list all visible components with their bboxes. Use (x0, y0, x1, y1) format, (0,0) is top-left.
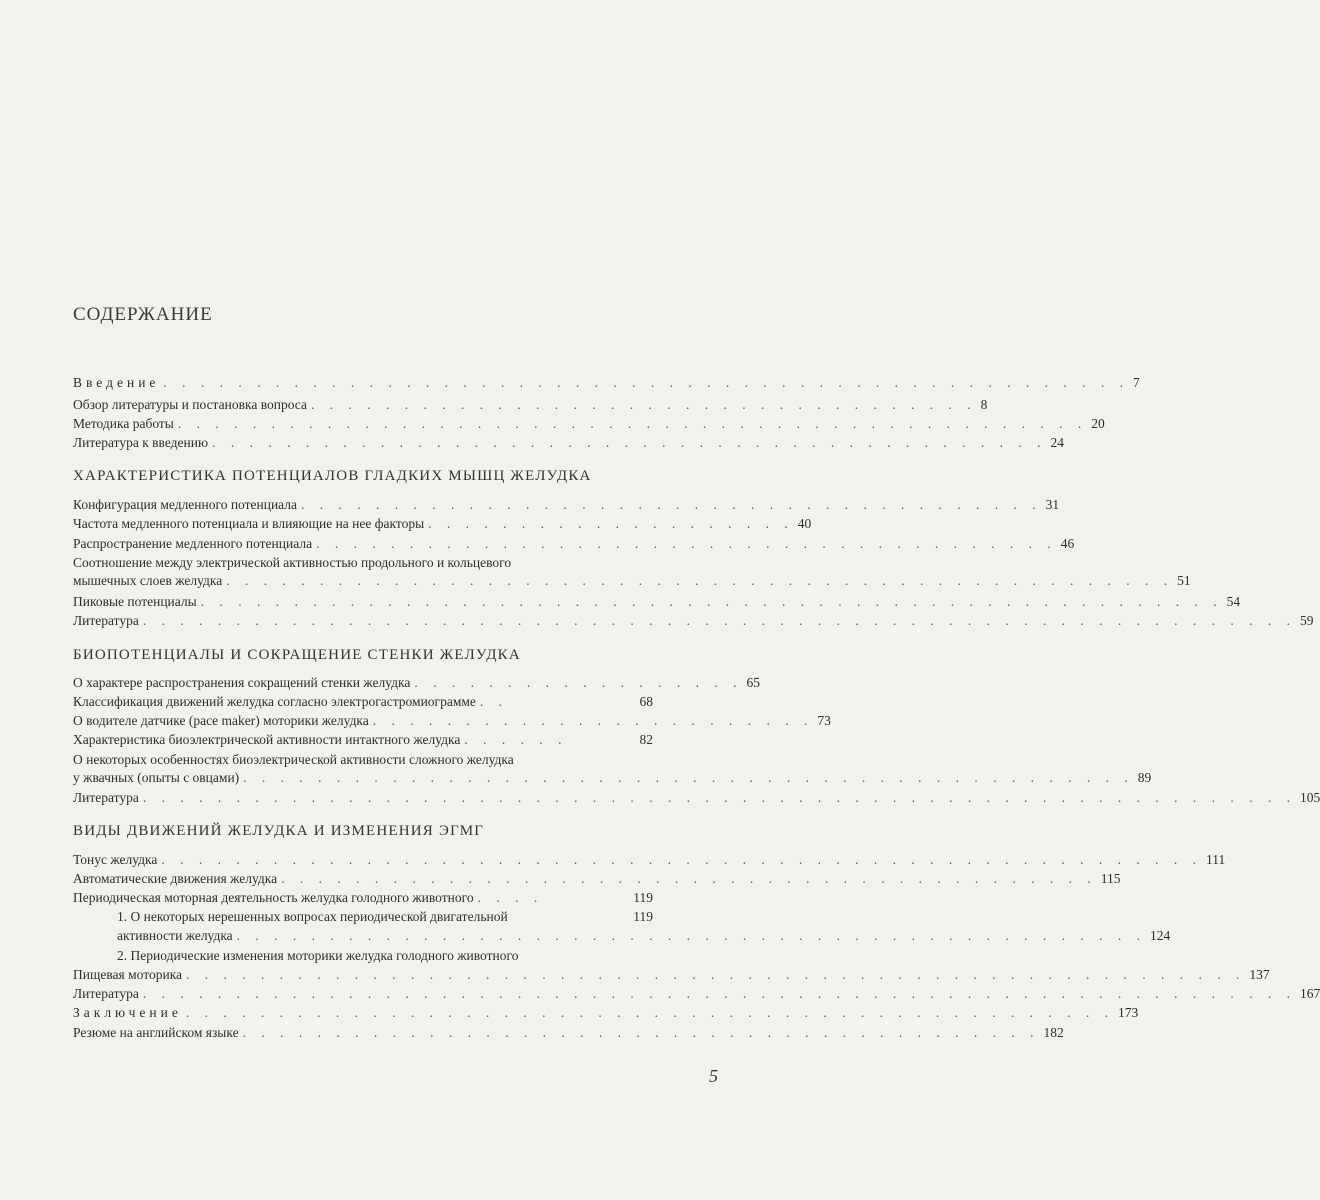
section-heading: ВИДЫ ДВИЖЕНИЙ ЖЕЛУДКА И ИЗМЕНЕНИЯ ЭГМГ (73, 823, 485, 839)
entry-text: Литература (73, 790, 139, 805)
toc-entry (73, 593, 1241, 611)
entry-text: Литература (73, 986, 139, 1001)
leader-dots: . . . . . . . . . . . . . . . . . . . . . . . . . . . . . . . . . . . . . . . . . . . . . . . . . . . . . . . . (161, 852, 1202, 867)
leader-dots: . . . . . . . . . . . . . . . . . . . . . . . . . . . . . . . . . . . . . . . . . . . . . . . . . . . . . . . . . (186, 967, 1246, 982)
toc-entry (73, 674, 761, 692)
toc-entry (73, 535, 1075, 553)
toc-entry (73, 870, 1121, 888)
entry-text: Частота медленного потенциала и влияющие на нее факторы (73, 516, 425, 531)
entry-page: 119 (633, 890, 653, 905)
entry-text: Автоматические движения желудка (73, 871, 278, 886)
entry-page: 167 (1300, 986, 1320, 1001)
leader-dots: . . (479, 694, 509, 709)
section-heading: БИОПОТЕНЦИАЛЫ И СОКРАЩЕНИЕ СТЕНКИ ЖЕЛУДКА (73, 647, 521, 663)
toc-entry (73, 851, 1226, 869)
entry-text: Распространение медленного потенциала (73, 536, 313, 551)
leader-dots: . . . . . . . . . . . . . . . . . . . . . . . . . . . . . . . . . . . . . . . . . . . . . . . . . . . (226, 573, 1174, 588)
entry-text: О некоторых особенностях биоэлектрической активности сложного желудка (73, 752, 514, 767)
toc-entry-multiline (73, 751, 1152, 787)
leader-dots: . . . . . . . . . . . . . . . . . . . . . . . . . . . . . . . . . . . . . . . . . . . . . . . . . . (185, 1005, 1114, 1020)
toc-entry (73, 515, 812, 533)
toc-entry (73, 985, 1320, 1003)
page-title: СОДЕРЖАНИЕ (73, 304, 213, 325)
toc-entry-multiline (73, 554, 1191, 590)
entry-page: 89 (1137, 770, 1152, 785)
toc-entry (73, 496, 1060, 514)
leader-dots: . . . . . . . . . . . . . . . . . . . . . . . . . . . . . . . . . . . . . . . . (301, 497, 1042, 512)
entry-page: 73 (817, 713, 831, 728)
entry-text: Характеристика биоэлектрической активности интактного желудка (73, 732, 461, 747)
entry-page: 137 (1249, 967, 1270, 982)
entry-page: 51 (1177, 573, 1191, 588)
entry-page: 7 (1133, 375, 1140, 390)
leader-dots: . . . . . . . . . . . . . . . . . . . . . . . . . . . . . . . . . . . . . . . . . . . (242, 1025, 1040, 1040)
toc-entry-sub (73, 927, 1171, 945)
entry-text: Пиковые потенциалы (73, 594, 197, 609)
entry-page: 31 (1045, 497, 1060, 512)
entry-text: Классификация движений желудка согласно электрогастромиограмме (73, 694, 476, 709)
entry-text: Обзор литературы и постановка вопроса (73, 397, 307, 412)
toc-entry (73, 789, 1320, 807)
entry-text: активности желудка (117, 928, 233, 943)
leader-dots: . . . . . . . . . . . . . . . . . . (414, 675, 743, 690)
entry-text: Литература (73, 613, 139, 628)
entry-page: 8 (980, 397, 988, 412)
toc-entry (73, 612, 1314, 630)
toc-entry (73, 693, 653, 711)
leader-dots: . . . . . . . . . . . . . . . . . . . . . . . . . . . . . . . . . . . . . . . . . . . . . . . . . (236, 928, 1147, 943)
entry-page: 105 (1300, 790, 1320, 805)
leader-dots: . . . . . . . . . . . . . . . . . . . . . . . . . . . . . . . . . . . . . . . . . . . . (281, 871, 1097, 886)
page-number: 5 (709, 1066, 718, 1086)
entry-text-continued: у жвачных (опыты с овцами) (73, 770, 240, 785)
leader-dots: . . . . . . . . . . . . . . . . . . . . . . . . . . . . . . . . . . . . . . . . . . . . . . . . . . . . . . . . . . . . . . (142, 986, 1297, 1001)
entry-text: Литература к введению (73, 435, 209, 450)
leader-dots: . . . . . . . . . . . . . . . . . . . . . . . . . . . . . . . . . . . . . . . . . . . . . . . . . . . . (163, 375, 1130, 390)
entry-page: 119 (633, 909, 653, 924)
section-heading: ХАРАКТЕРИСТИКА ПОТЕНЦИАЛОВ ГЛАДКИХ МЫШЦ ЖЕЛУДКА (73, 468, 592, 484)
entry-page: 54 (1226, 594, 1241, 609)
toc-entry (73, 731, 653, 749)
entry-text: Соотношение между электрической активностью продольного и кольцевого (73, 555, 512, 570)
toc-entry (73, 415, 1105, 433)
entry-text: О водителе датчике (pace maker) моторики желудка (73, 713, 369, 728)
leader-dots: . . . . . . (464, 732, 568, 747)
entry-page: 173 (1117, 1005, 1139, 1020)
entry-page: 82 (639, 732, 653, 747)
entry-page: 20 (1091, 416, 1105, 431)
toc-entry-sub (73, 908, 653, 926)
entry-page: 24 (1050, 435, 1064, 450)
entry-page: 182 (1043, 1025, 1064, 1040)
leader-dots: . . . . . . . . . . . . . . . . . . . . . . . . . . . . . . . . . . . . . . . . . . . . . (212, 435, 1047, 450)
leader-dots: . . . . . . . . . . . . . . . . . . . . . . . . . . . . . . . . . . . . . . . . . . . . . . . . . . . . . . . . . . . . . . (142, 790, 1297, 805)
entry-text: 1. О некоторых нерешенных вопросах периодической двигательной (117, 909, 508, 924)
entry-text: Методика работы (73, 416, 174, 431)
entry-text-continued: мышечных слоев желудка (73, 573, 223, 588)
leader-dots: . . . . . . . . . . . . . . . . . . . . . . . . . . . . . . . . . . . . . . . . . . . . . . . . . (177, 416, 1088, 431)
leader-dots: . . . . . . . . . . . . . . . . . . . . (428, 516, 794, 531)
leader-dots: . . . . . . . . . . . . . . . . . . . . . . . . . . . . . . . . . . . . . . . . . . . . . . . . . . . . . . . . . . . . . . (142, 613, 1297, 628)
toc-entry (73, 1024, 1064, 1042)
toc-entry (73, 889, 653, 907)
toc-entry-sub (73, 947, 653, 965)
entry-text: 2. Периодические изменения моторики желудка голодного животного (117, 948, 519, 963)
entry-text: Конфигурация медленного потенциала (73, 497, 298, 512)
toc-entry (73, 712, 831, 730)
leader-dots: . . . . (477, 890, 544, 905)
leader-dots: . . . . . . . . . . . . . . . . . . . . . . . . . . . . . . . . . . . . . . . . . . . . . . . . . . . . . . . (200, 594, 1223, 609)
entry-page: 111 (1205, 852, 1226, 867)
entry-page: 124 (1150, 928, 1171, 943)
entry-page: 115 (1100, 871, 1121, 886)
leader-dots: . . . . . . . . . . . . . . . . . . . . . . . . . . . . . . . . . . . . . . . . (316, 536, 1057, 551)
entry-text: Пищевая моторика (73, 967, 183, 982)
entry-text: Резюме на английском языке (73, 1025, 239, 1040)
entry-text: Заключение (73, 1005, 182, 1020)
toc-entry-intro (73, 374, 1140, 392)
entry-page: 68 (639, 694, 653, 709)
leader-dots: . . . . . . . . . . . . . . . . . . . . . . . . (372, 713, 814, 728)
entry-text: Тонус желудка (73, 852, 158, 867)
entry-text: Периодическая моторная деятельность желудка голодного животного (73, 890, 474, 905)
toc-entry (73, 1004, 1139, 1022)
leader-dots: . . . . . . . . . . . . . . . . . . . . . . . . . . . . . . . . . . . . (310, 397, 977, 412)
entry-text: Введение (73, 375, 160, 390)
entry-page: 65 (746, 675, 761, 690)
toc-entry (73, 396, 988, 414)
toc-entry (73, 434, 1064, 452)
entry-text: О характере распространения сокращений стенки желудка (73, 675, 411, 690)
entry-page: 40 (797, 516, 812, 531)
entry-page: 59 (1300, 613, 1314, 628)
toc-entry (73, 966, 1270, 984)
leader-dots: . . . . . . . . . . . . . . . . . . . . . . . . . . . . . . . . . . . . . . . . . . . . . . . . (243, 770, 1134, 785)
entry-page: 46 (1060, 536, 1075, 551)
